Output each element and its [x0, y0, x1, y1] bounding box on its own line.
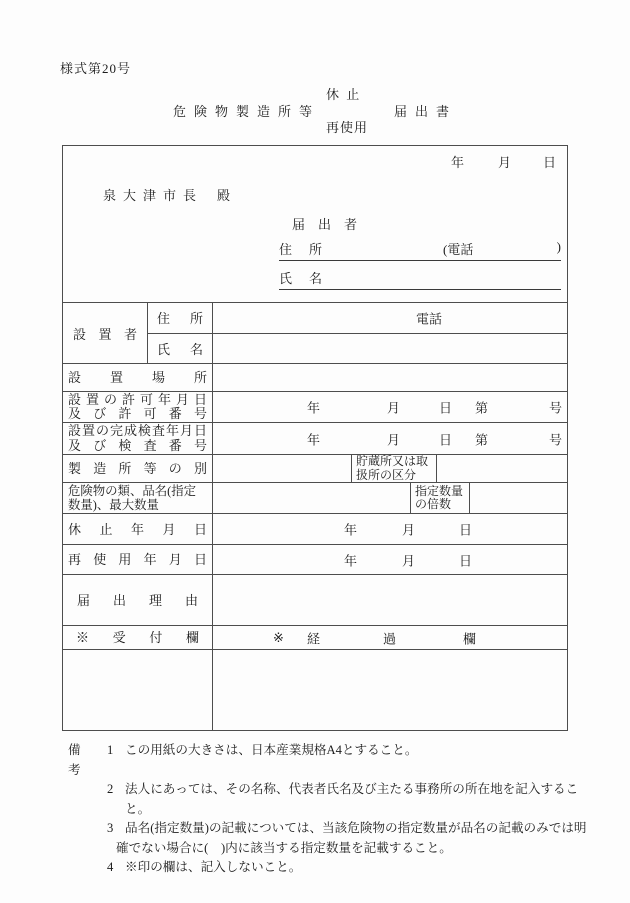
note-1-number: 1	[107, 743, 114, 757]
reuse-label: 再使用年月日	[68, 552, 207, 567]
installer-address-label-cell	[148, 303, 213, 333]
installer-name-row	[148, 334, 567, 364]
location-value-cell	[213, 364, 567, 391]
date-year-label: 年	[451, 155, 465, 170]
permit-label-line1: 設置の許可年月日	[68, 391, 207, 407]
notes-heading: 備考	[68, 743, 88, 777]
row-office-headers	[63, 626, 567, 650]
row-location	[63, 364, 567, 392]
permit-label-line2: 及び許可番号	[68, 406, 207, 421]
installer-name-label: 氏名	[157, 341, 203, 357]
row-inspection	[63, 423, 567, 455]
installer-label: 設置者	[73, 326, 137, 342]
reason-value-cell	[213, 575, 567, 625]
suspension-day-label: 日	[459, 522, 473, 538]
applicant-address-field	[279, 237, 561, 261]
permit-day-label: 日	[439, 400, 453, 416]
applicant-label: 届出者	[292, 217, 371, 232]
installer-address-label: 住所	[157, 311, 203, 327]
row-installer	[63, 303, 567, 364]
note-3-text	[116, 819, 587, 858]
date-month-label: 月	[498, 155, 512, 170]
note-4-number: 4	[107, 860, 114, 874]
addressee	[103, 185, 230, 204]
note-3-line1: 品名(指定数量)の記載については、当該危険物の指定数量が品名の記載のみでは明	[125, 821, 587, 835]
note-4-text: ※印の欄は、記入しないこと。	[125, 860, 302, 874]
note-3-line2: 確でない場合に( )内に該当する指定数量を記載すること。	[116, 840, 452, 855]
progress-char-3: 欄	[463, 631, 477, 646]
multiple-label-line2: の倍数	[415, 497, 452, 511]
reception-column-label: ※受付欄	[76, 630, 199, 645]
inspection-year-label: 年	[307, 432, 321, 447]
suspension-label: 休止年月日	[68, 521, 207, 537]
reason-label: 届出理由	[77, 592, 198, 608]
date-day-label: 日	[543, 155, 557, 170]
note-2-number: 2	[107, 782, 114, 796]
permit-month-label: 月	[387, 400, 401, 416]
installer-address-value-cell	[213, 303, 567, 333]
note-2-text: 法人にあっては、その名称、代表者氏名及び主たる事務所の所在地を記入すること。	[125, 782, 579, 816]
note-1-text: この用紙の大きさは、日本産業規格A4とすること。	[125, 743, 418, 757]
applicant-name-field	[279, 266, 561, 290]
suspension-year-label: 年	[344, 522, 358, 538]
storage-type-line1: 貯蔵所又は取	[356, 454, 429, 468]
progress-entry-cell	[213, 650, 567, 730]
storage-type-label-cell	[351, 455, 437, 482]
permit-year-label: 年	[307, 400, 321, 416]
reuse-year-label: 年	[344, 553, 358, 568]
row-reason	[63, 575, 567, 626]
progress-column-label	[213, 626, 567, 649]
inspection-label-line1: 設置の完成検査年月日	[68, 423, 207, 438]
form-body-box	[62, 145, 568, 731]
multiple-label-cell	[410, 483, 470, 513]
name-label: 氏名	[279, 271, 340, 286]
inspection-no-suffix: 号	[549, 432, 563, 447]
note-row-2	[68, 780, 608, 819]
reception-entry-cell	[63, 650, 213, 730]
reuse-month-label: 月	[402, 553, 416, 568]
multiple-value-cell	[470, 483, 567, 513]
form-number: 様式第20号	[60, 61, 132, 76]
addressee-honorific: 殿	[217, 188, 231, 203]
note-row-3	[68, 819, 608, 858]
storage-type-value-cell	[437, 455, 567, 482]
inspection-no-prefix: 第	[475, 432, 489, 447]
row-reuse	[63, 545, 567, 575]
reuse-day-label: 日	[459, 553, 473, 568]
category-value-cell	[213, 455, 351, 482]
installer-name-value-cell	[213, 334, 567, 364]
reuse-value-cell	[213, 545, 567, 574]
permit-no-suffix: 号	[549, 400, 563, 416]
phone-open-label: (電話	[443, 242, 474, 257]
note-row-1	[68, 741, 608, 780]
category-label: 製造所等の別	[68, 461, 207, 476]
phone-field	[443, 239, 561, 258]
title-main-left: 危険物製造所等	[172, 103, 320, 119]
storage-type-line2: 扱所の区分	[356, 467, 417, 482]
title-reuse: 再使用	[325, 120, 368, 135]
title-main-right: 届出書	[394, 103, 458, 119]
installer-phone-label: 電話	[416, 311, 443, 327]
progress-char-2: 過	[383, 631, 397, 646]
row-office-entry	[63, 650, 567, 730]
inspection-value-cell	[213, 423, 567, 454]
row-hazmat	[63, 483, 567, 514]
installer-label-cell	[63, 303, 148, 363]
phone-close-label: )	[556, 239, 561, 254]
row-permit	[63, 392, 567, 423]
form-title	[0, 80, 630, 140]
permit-no-prefix: 第	[475, 400, 489, 416]
row-suspension	[63, 514, 567, 545]
hazmat-label-line1: 危険物の類、品名(指定	[68, 483, 197, 498]
inspection-day-label: 日	[439, 432, 453, 447]
row-category	[63, 455, 567, 483]
addressee-name: 泉大津市長	[103, 188, 204, 203]
progress-char-mark: ※	[273, 629, 284, 645]
location-label: 設置場所	[68, 370, 207, 385]
installer-address-row	[148, 303, 567, 334]
progress-char-1: 経	[307, 631, 321, 646]
hazmat-value-cell	[213, 483, 410, 513]
hazmat-label-line2: 数量)、最大数量	[68, 498, 159, 512]
suspension-month-label: 月	[402, 522, 416, 538]
note-row-4	[68, 858, 608, 878]
notes-section	[68, 741, 608, 878]
multiple-label-line1: 指定数量	[415, 483, 464, 498]
suspension-value-cell	[213, 514, 567, 544]
title-stack	[326, 84, 368, 136]
inspection-month-label: 月	[387, 432, 401, 447]
permit-value-cell	[213, 392, 567, 422]
address-label: 住所	[279, 242, 340, 257]
installer-name-label-cell	[148, 334, 213, 364]
note-3-number: 3	[107, 821, 114, 835]
title-suspension: 休 止	[325, 87, 362, 102]
form-table	[63, 302, 567, 730]
inspection-label-line2: 及び検査番号	[68, 437, 207, 453]
